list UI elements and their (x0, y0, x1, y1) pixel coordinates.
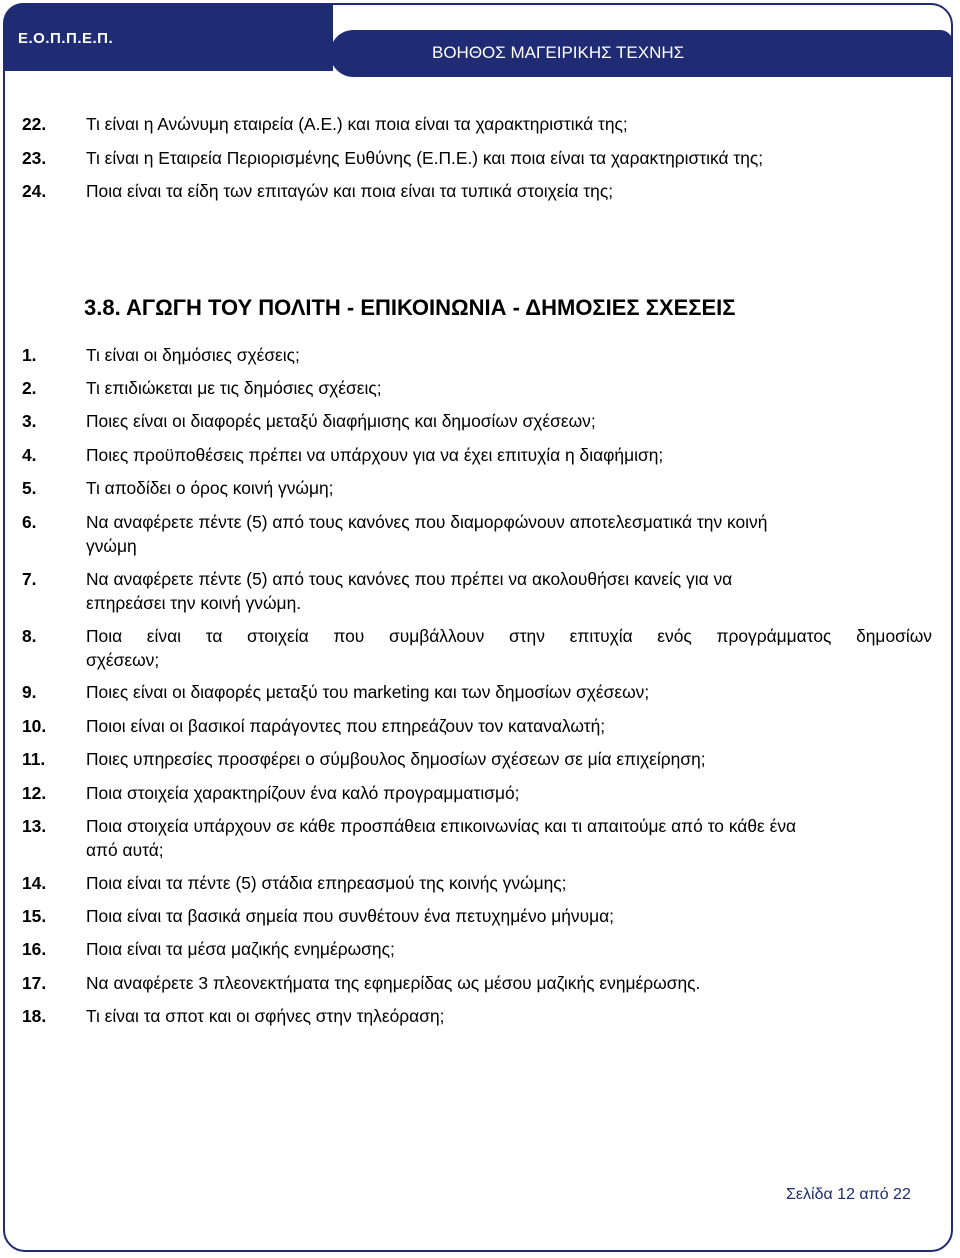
question-item (22, 714, 932, 738)
question-number: 12. (22, 783, 47, 803)
question-number: 7. (22, 569, 37, 589)
question-text: Ποιες είναι οι διαφορές μεταξύ διαφήμισης και δημοσίων σχέσεων; (86, 411, 596, 431)
question-item (22, 112, 932, 136)
question-number: 22. (22, 114, 47, 134)
question-number: 2. (22, 378, 37, 398)
question-number: 3. (22, 411, 37, 431)
header-organization: Ε.Ο.Π.Π.Ε.Π. (18, 30, 114, 47)
question-item (22, 937, 932, 961)
question-text: Τι είναι η Εταιρεία Περιορισμένης Ευθύνης (Ε.Π.Ε.) και ποια είναι τα χαρακτηριστικά της; (86, 148, 764, 168)
question-text: Ποιες είναι οι διαφορές μεταξύ του marketing και των δημοσίων σχέσεων; (86, 682, 650, 702)
question-text: Να αναφέρετε πέντε (5) από τους κανόνες που διαμορφώνουν αποτελεσματικά την κοινή (86, 512, 768, 532)
question-text: Ποια είναι τα μέσα μαζικής ενημέρωσης; (86, 939, 395, 959)
question-text: Ποια είναι τα είδη των επιταγών και ποια είναι τα τυπικά στοιχεία της; (86, 181, 614, 201)
question-text-continued: σχέσεων; (86, 650, 160, 670)
question-text: Ποια είναι τα βασικά σημεία που συνθέτουν ένα πετυχημένο μήνυμα; (86, 906, 615, 926)
question-text: Ποια στοιχεία χαρακτηρίζουν ένα καλό προγραμματισμό; (86, 783, 520, 803)
question-text: Ποια είναι τα πέντε (5) στάδια επηρεασμού της κοινής γνώμης; (86, 873, 567, 893)
question-number: 11. (22, 749, 46, 769)
question-item (22, 747, 932, 771)
question-item (22, 343, 932, 367)
question-number: 15. (22, 906, 47, 926)
question-item (22, 476, 932, 500)
question-number: 5. (22, 478, 37, 498)
question-item (22, 781, 932, 805)
question-item (22, 1004, 932, 1028)
question-item (22, 814, 932, 862)
question-number: 17. (22, 973, 47, 993)
question-item (22, 146, 932, 170)
question-text: Τι είναι οι δημόσιες σχέσεις; (86, 345, 300, 365)
question-text: Ποιοι είναι οι βασικοί παράγοντες που επηρεάζουν τον καταναλωτή; (86, 716, 606, 736)
question-text: Ποιες υπηρεσίες προσφέρει ο σύμβουλος δημοσίων σχέσεων σε μία επιχείρηση; (86, 749, 706, 769)
question-number: 9. (22, 682, 37, 702)
question-text: Ποιες προϋποθέσεις πρέπει να υπάρχουν για να έχει επιτυχία η διαφήμιση; (86, 445, 664, 465)
question-number: 8. (22, 626, 37, 646)
question-text: Τι είναι τα σποτ και οι σφήνες στην τηλεόραση; (86, 1006, 445, 1026)
question-item (22, 510, 932, 558)
page-number: Σελίδα 12 από 22 (786, 1186, 911, 1203)
question-number: 13. (22, 816, 47, 836)
question-text-continued: από αυτά; (86, 840, 164, 860)
question-item (22, 904, 932, 928)
question-text: Τι αποδίδει ο όρος κοινή γνώμη; (86, 478, 334, 498)
question-text: Ποια είναι τα στοιχεία που συμβάλλουν στην επιτυχία ενός προγράμματος δημοσίων (86, 626, 932, 646)
question-item (22, 409, 932, 433)
question-item (22, 680, 932, 704)
question-number: 14. (22, 873, 47, 893)
question-number: 10. (22, 716, 47, 736)
question-number: 16. (22, 939, 47, 959)
question-text: Να αναφέρετε πέντε (5) από τους κανόνες που πρέπει να ακολουθήσει κανείς για να (86, 569, 733, 589)
question-text: Τι επιδιώκεται με τις δημόσιες σχέσεις; (86, 378, 382, 398)
question-number: 18. (22, 1006, 47, 1026)
question-number: 24. (22, 181, 47, 201)
question-item (22, 871, 932, 895)
question-number: 4. (22, 445, 37, 465)
question-text: Τι είναι η Ανώνυμη εταιρεία (Α.Ε.) και ποια είναι τα χαρακτηριστικά της; (86, 114, 628, 134)
question-item (22, 376, 932, 400)
question-text-continued: γνώμη (86, 536, 137, 556)
question-item (22, 971, 932, 995)
question-text: Να αναφέρετε 3 πλεονεκτήματα της εφημερίδας ως μέσου μαζικής ενημέρωσης. (86, 973, 701, 993)
question-item (22, 567, 932, 615)
question-number: 23. (22, 148, 47, 168)
question-text: Ποια στοιχεία υπάρχουν σε κάθε προσπάθεια επικοινωνίας και τι απαιτούμε από το κάθε ένα (86, 816, 797, 836)
question-item (22, 443, 932, 467)
question-number: 1. (22, 345, 37, 365)
question-number: 6. (22, 512, 37, 532)
question-item (22, 179, 932, 203)
section-title: 3.8. ΑΓΩΓΗ ΤΟΥ ΠΟΛΙΤΗ - ΕΠΙΚΟΙΝΩΝΙΑ - ΔΗΜΟΣΙΕΣ ΣΧΕΣΕΙΣ (84, 295, 736, 320)
question-item (22, 624, 932, 672)
question-text-continued: επηρεάσει την κοινή γνώμη. (86, 593, 302, 613)
header-title: ΒΟΗΘΟΣ ΜΑΓΕΙΡΙΚΗΣ ΤΕΧΝΗΣ (432, 43, 685, 62)
